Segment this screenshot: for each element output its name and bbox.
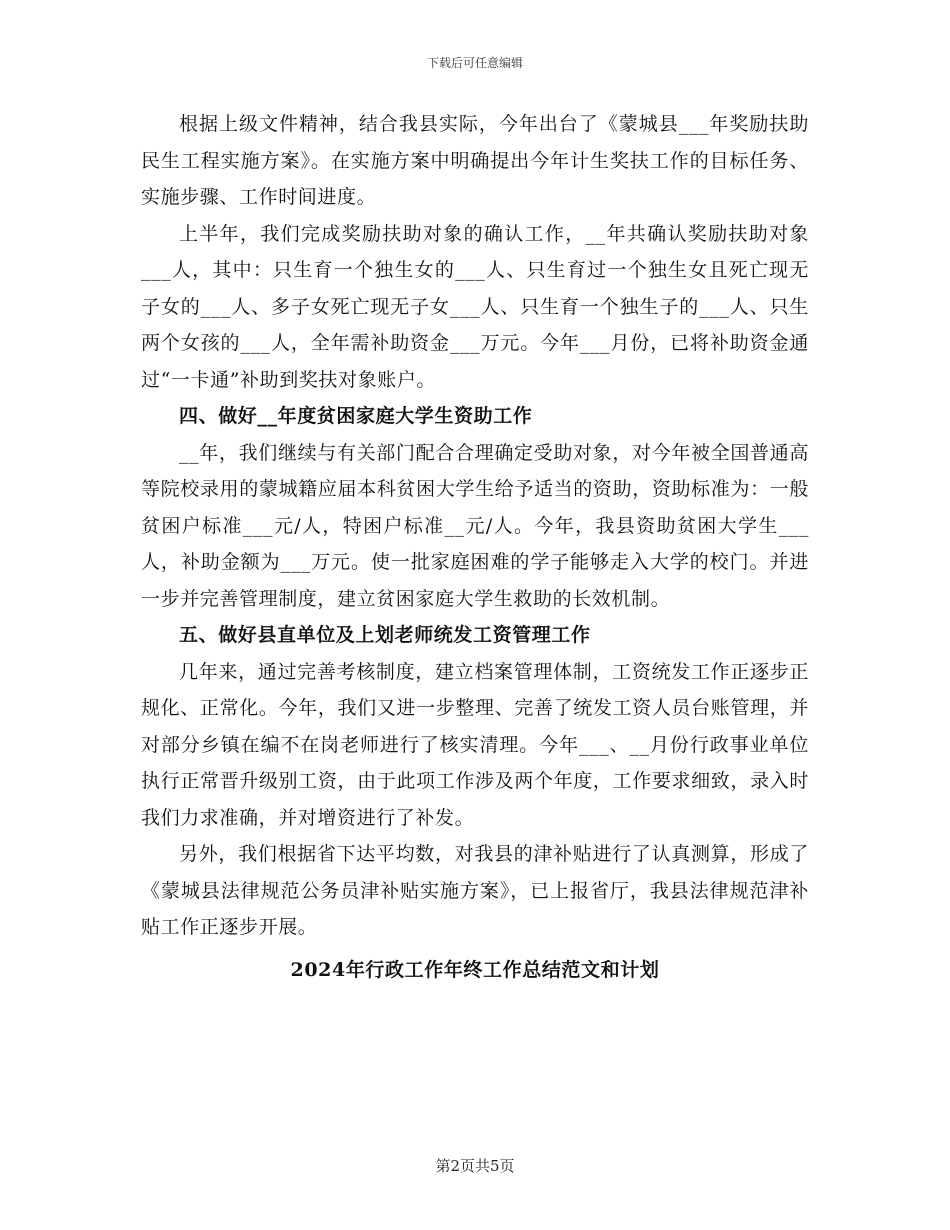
- paragraph: __年，我们继续与有关部门配合合理确定受助对象，对今年被全国普通高等院校录用的蒙城籍应届本科贫困大学生给予适当的资助，资助标准为：一般贫困户标准___元/人，特困户标准__元/人。今年，我县资助贫困大学生___人，补助金额为___万元。使一批家庭困难的学子能够走入大学的校门。并进一步并完善管理制度，建立贫困家庭大学生救助的长效机制。: [141, 441, 809, 610]
- document-body: [141, 106, 809, 988]
- header-note: 下载后可任意编辑: [426, 56, 523, 70]
- section-heading: 五、做好县直单位及上划老师统发工资管理工作: [179, 624, 591, 646]
- paragraph: 几年来，通过完善考核制度，建立档案管理体制，工资统发工作正逐步正规化、正常化。今年，我们又进一步整理、完善了统发工资人员台账管理，并对部分乡镇在编不在岗老师进行了核实清理。今年___、__月份行政事业单位执行正常晋升级别工资，由于此项工作涉及两个年度，工作要求细致，录入时我们力求准确，并对增资进行了补发。: [141, 660, 809, 829]
- document-title: 2024年行政工作年终工作总结范文和计划: [290, 958, 660, 981]
- paragraph: 另外，我们根据省下达平均数，对我县的津补贴进行了认真测算，形成了《蒙城县法律规范公务员津补贴实施方案》，已上报省厅，我县法律规范津补贴工作正逐步开展。: [141, 843, 809, 938]
- paragraph: 根据上级文件精神，结合我县实际，今年出台了《蒙城县___年奖励扶助民生工程实施方案》。在实施方案中明确提出今年计生奖扶工作的目标任务、实施步骤、工作时间进度。: [141, 113, 809, 208]
- page-number: 第2页共5页: [435, 1157, 515, 1175]
- section-heading: 四、做好__年度贫困家庭大学生资助工作: [179, 405, 533, 427]
- paragraph: 上半年，我们完成奖励扶助对象的确认工作，__年共确认奖励扶助对象___人，其中：只生育一个独生女的___人、只生育过一个独生女且死亡现无子女的___人、多子女死亡现无子女___人、只生育一个独生子的___人、只生两个女孩的___人，全年需补助资金___万元。今年___月份，已将补助资金通过“一卡通”补助到奖扶对象账户。: [141, 222, 809, 391]
